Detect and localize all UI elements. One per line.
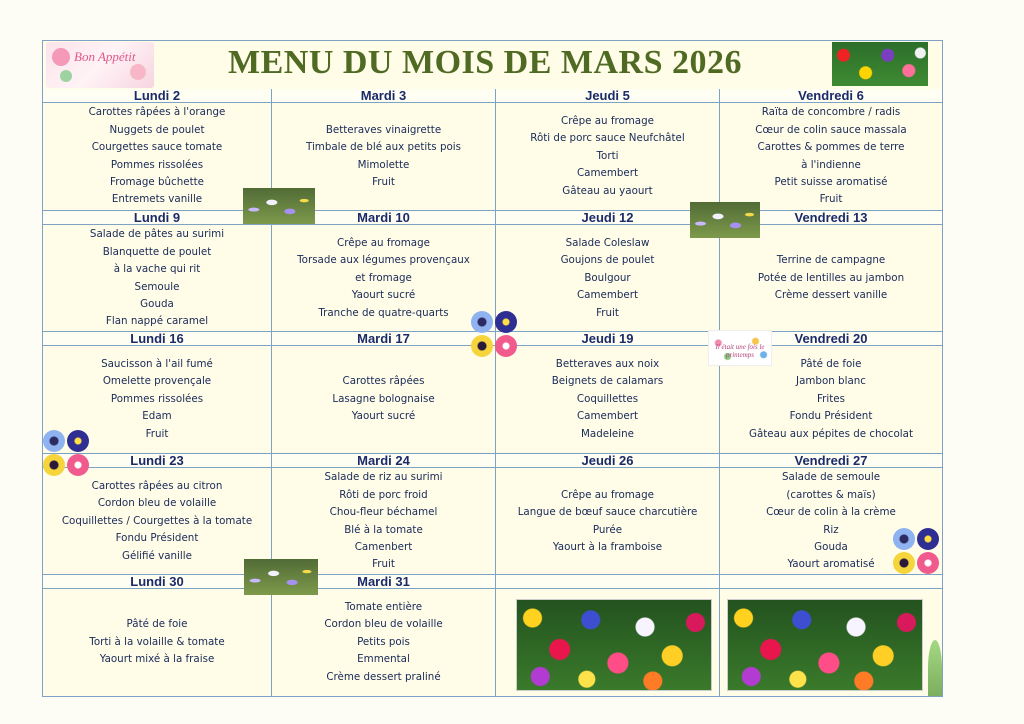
dish-item: Rôti de porc froid — [339, 488, 428, 501]
dish-item: Crêpe au fromage — [337, 236, 430, 249]
day-heading: Mardi 24 — [272, 454, 495, 468]
dish-item: Nuggets de poulet — [109, 123, 205, 136]
dish-item: Pommes rissolées — [110, 158, 204, 171]
dish-item: Chou-fleur béchamel — [329, 506, 438, 519]
dish-item: Flan nappé caramel — [105, 315, 209, 328]
dish-item: Petit suisse aromatisé — [774, 175, 888, 188]
pansy-image — [43, 430, 91, 478]
dish-item: Purée — [592, 523, 623, 536]
day-cell — [496, 454, 720, 575]
dish-item: Camembert — [576, 289, 639, 302]
dish-item: Fruit — [819, 193, 843, 206]
dish-list — [496, 346, 719, 453]
primroses-image — [727, 599, 923, 691]
flower-icon — [52, 48, 70, 66]
day-heading: Mardi 17 — [272, 332, 495, 346]
day-heading: Vendredi 13 — [720, 211, 942, 225]
day-heading: Jeudi 26 — [496, 454, 719, 468]
dish-item: Yaourt mixé à la fraise — [99, 653, 215, 666]
dish-list — [272, 225, 495, 332]
dish-item: Cordon bleu de volaille — [324, 618, 443, 631]
dish-item: Carottes râpées à l'orange — [88, 106, 226, 119]
dish-item: Fruit — [372, 175, 395, 188]
dish-item: Pommes rissolées — [110, 392, 204, 405]
dish-item: Fondu Président — [789, 410, 873, 423]
dish-item: Emmental — [357, 653, 410, 666]
dish-item: Gouda — [140, 297, 174, 310]
day-cell — [496, 211, 720, 332]
dish-list — [43, 103, 271, 210]
leaf-decoration — [928, 640, 942, 696]
dish-item: Beignets de calamars — [551, 375, 664, 388]
day-heading — [720, 575, 942, 589]
dish-list — [43, 468, 271, 575]
dish-item: Tomate entière — [344, 600, 423, 613]
day-cell — [496, 89, 720, 211]
dish-list — [43, 589, 271, 696]
day-heading: Lundi 16 — [43, 332, 271, 346]
dish-item: Fromage bûchette — [110, 175, 204, 188]
dish-item: Edam — [142, 410, 172, 423]
dish-item: Potée de lentilles au jambon — [757, 271, 905, 284]
dish-item: Coquillettes — [576, 392, 639, 405]
dish-item: Crème dessert praliné — [326, 670, 441, 683]
logo-text: Bon Appétit — [74, 49, 136, 64]
dish-item: Gouda — [814, 540, 848, 553]
day-heading: Jeudi 5 — [496, 89, 719, 103]
flower-icon — [130, 64, 146, 80]
dish-item: Langue de bœuf sauce charcutière — [517, 506, 698, 519]
dish-item: Blé à la tomate — [344, 523, 423, 536]
dish-item: Salade de pâtes au surimi — [89, 228, 225, 241]
dish-item: Betteraves vinaigrette — [325, 123, 442, 136]
dish-item: Gâteau aux pépites de chocolat — [748, 427, 914, 440]
dish-item: Omelette provençale — [102, 375, 212, 388]
dish-item: Entremets vanille — [111, 193, 203, 206]
dish-item: Salade Coleslaw — [565, 236, 650, 249]
dish-item: (carottes & maïs) — [786, 488, 876, 501]
day-heading: Lundi 30 — [43, 575, 271, 589]
dish-item: Lasagne bolognaise — [332, 392, 435, 405]
dish-item: Cœur de colin sauce massala — [755, 123, 907, 136]
dish-item: Yaourt à la framboise — [552, 540, 663, 553]
dish-item: Crêpe au fromage — [561, 488, 654, 501]
dish-list — [720, 225, 942, 332]
day-heading: Mardi 31 — [272, 575, 495, 589]
dish-item: Salade de semoule — [781, 471, 881, 484]
dish-item: Terrine de campagne — [776, 254, 886, 267]
dish-item: Coquillettes / Courgettes à la tomate — [61, 514, 253, 527]
dish-item: Raïta de concombre / radis — [761, 106, 901, 119]
dish-item: Rôti de porc sauce Neufchâtel — [530, 132, 685, 145]
dish-item: Boulgour — [584, 271, 631, 284]
dish-item: Torti — [596, 149, 619, 162]
dish-item: Crêpe au fromage — [561, 114, 654, 127]
dish-item: Jambon blanc — [796, 375, 866, 388]
crocus-image — [244, 559, 318, 595]
day-cell — [43, 211, 272, 332]
dish-item: Tranche de quatre-quarts — [318, 306, 449, 319]
dish-item: Frites — [816, 392, 845, 405]
flowers-image — [832, 42, 928, 86]
dish-item: Courgettes sauce tomate — [91, 141, 223, 154]
dish-list — [496, 468, 719, 575]
dish-item: Blanquette de poulet — [102, 245, 212, 258]
day-cell — [496, 332, 720, 454]
day-cell — [720, 89, 942, 211]
dish-item: Gâteau au yaourt — [562, 184, 653, 197]
dish-item: Gélifié vanille — [122, 549, 192, 562]
dish-item: Fruit — [372, 558, 395, 571]
dish-list — [272, 346, 495, 453]
dish-item: Fondu Président — [115, 532, 199, 545]
dish-list — [496, 225, 719, 332]
dish-item: Yaourt sucré — [351, 410, 416, 423]
dish-item: Yaourt aromatisé — [787, 558, 875, 571]
crocus-image — [690, 202, 760, 238]
day-heading: Jeudi 12 — [496, 211, 719, 225]
day-cell — [272, 332, 496, 454]
dish-item: à l'indienne — [801, 158, 861, 171]
day-heading: Lundi 9 — [43, 211, 271, 225]
dish-item: à la vache qui rit — [113, 263, 201, 276]
day-heading: Mardi 10 — [272, 211, 495, 225]
dish-item: Torsade aux légumes provençaux — [297, 254, 470, 267]
dish-item: Timbale de blé aux petits pois — [305, 141, 462, 154]
day-heading: Lundi 2 — [43, 89, 271, 103]
day-cell — [272, 211, 496, 332]
pansy-image — [893, 528, 941, 576]
page-title: MENU DU MOIS DE MARS 2026 — [228, 44, 742, 81]
spring-sticker-image — [708, 330, 772, 366]
bon-appetit-logo — [46, 42, 154, 88]
dish-item: Camenbert — [354, 540, 413, 553]
dish-item: Petits pois — [357, 635, 410, 648]
dish-item: Torti à la volaille & tomate — [89, 635, 225, 648]
day-cell — [43, 575, 272, 696]
day-heading: Vendredi 20 — [720, 332, 942, 346]
dish-item: Fruit — [596, 306, 619, 319]
sticker-text: Il était une fois le printemps — [715, 343, 765, 359]
dish-item: Cordon bleu de volaille — [97, 497, 217, 510]
primroses-image — [516, 599, 712, 691]
day-heading — [496, 575, 719, 589]
dish-list — [496, 103, 719, 210]
dish-item: Camembert — [576, 410, 639, 423]
dish-item: Riz — [823, 523, 839, 536]
dish-item: Madeleine — [581, 427, 634, 440]
dish-item: et fromage — [355, 271, 412, 284]
dish-item: Goujons de poulet — [560, 254, 655, 267]
pansy-image — [471, 311, 519, 359]
dish-list — [720, 103, 942, 210]
dish-item: Carottes râpées au citron — [91, 479, 223, 492]
dish-list — [43, 225, 271, 332]
dish-item: Semoule — [134, 280, 180, 293]
day-heading: Jeudi 19 — [496, 332, 719, 346]
day-cell — [272, 454, 496, 575]
dish-item: Carottes râpées — [342, 375, 425, 388]
day-cell — [43, 89, 272, 211]
day-heading: Vendredi 27 — [720, 454, 942, 468]
dish-item: Pâté de foie — [800, 357, 862, 370]
dish-item: Camembert — [576, 167, 639, 180]
day-heading: Vendredi 6 — [720, 89, 942, 103]
dish-item: Mimolette — [357, 158, 410, 171]
dish-item: Betteraves aux noix — [555, 357, 660, 370]
day-heading: Mardi 3 — [272, 89, 495, 103]
crocus-image — [243, 188, 315, 224]
dish-item: Crème dessert vanille — [774, 289, 888, 302]
day-heading: Lundi 23 — [43, 454, 271, 468]
dish-item: Saucisson à l'ail fumé — [101, 357, 213, 370]
dish-item: Yaourt sucré — [351, 289, 416, 302]
dish-item: Pâté de foie — [126, 618, 188, 631]
dish-item: Cœur de colin à la crème — [766, 506, 896, 519]
leaf-icon — [60, 70, 72, 82]
dish-item: Carottes & pommes de terre — [757, 141, 905, 154]
dish-list — [272, 589, 495, 696]
dish-item: Salade de riz au surimi — [324, 471, 443, 484]
dish-item: Fruit — [145, 427, 169, 440]
